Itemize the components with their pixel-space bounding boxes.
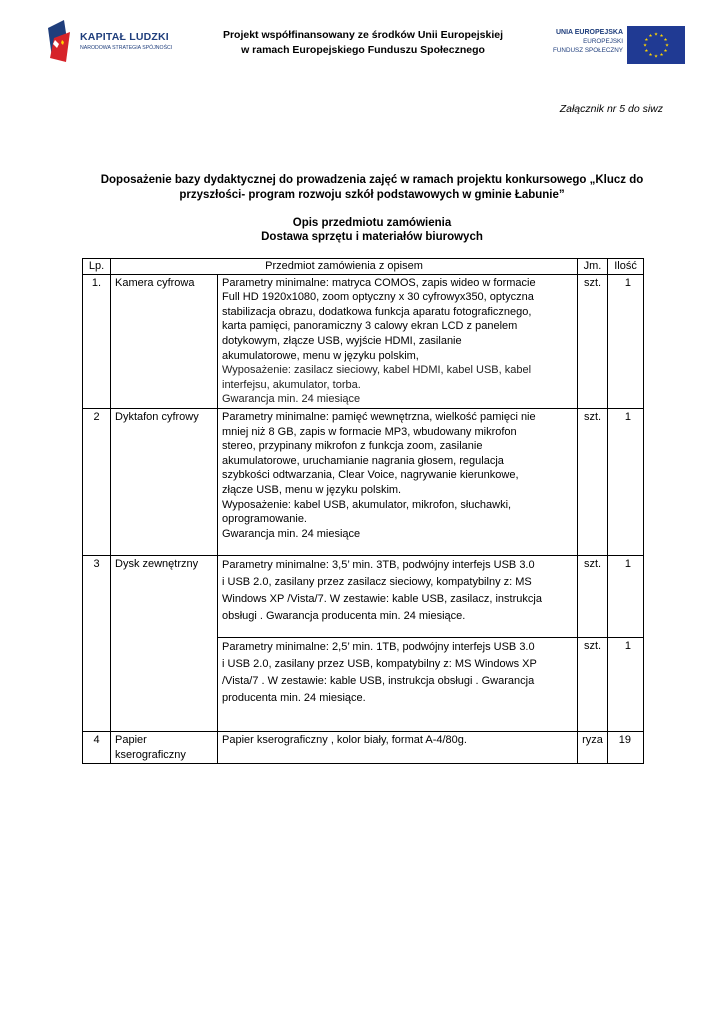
desc-line: złącze USB, menu w języku polskim. [222, 483, 402, 496]
table-row [83, 556, 644, 638]
row-lp: 3 [83, 556, 111, 732]
row-unit: szt. [578, 556, 608, 638]
desc-line: i USB 2.0, zasilany przez USB, kompatybilny z: MS Windows XP [222, 658, 537, 671]
desc-line: Papier kserograficzny , kolor biały, format A-4/80g. [222, 734, 467, 747]
row-unit: ryza [578, 732, 608, 764]
eu-logo-line-2: EUROPEJSKI [583, 38, 623, 45]
eu-star-icon: ★ [644, 37, 649, 43]
header-unit: Jm. [578, 259, 608, 275]
row-item-name: Dyktafon cyfrowy [111, 408, 218, 555]
kapital-ludzki-subtitle: NARODOWA STRATEGIA SPÓJNOŚCI [80, 45, 173, 51]
desc-line: stereo, przypinany mikrofon z funkcja zoom, zasilanie [222, 440, 483, 453]
desc-line: producenta min. 24 miesiące. [222, 692, 366, 705]
desc-line: Parametry minimalne: 2,5’ min. 1TB, podwójny interfejs USB 3.0 [222, 641, 535, 654]
row-qty: 1 [608, 556, 644, 638]
subtitle-line-2: Dostawa sprzętu i materiałów biurowych [261, 231, 483, 243]
desc-line: interfejsu, akumulator, torba. [222, 378, 361, 391]
desc-line: /Vista/7 . W zestawie: kable USB, instrukcja obsługi . Gwarancja [222, 675, 535, 688]
row-lp: 4 [83, 732, 111, 764]
desc-line: akumulatorowe, uruchamianie nagrania głosem, regulacja [222, 454, 504, 467]
row-description [218, 408, 578, 555]
item-name-line: Papier [115, 734, 147, 747]
eu-star-icon: ★ [659, 52, 664, 58]
desc-line: Windows XP /Vista/7. W zestawie: kable USB, zasilacz, instrukcja [222, 593, 542, 606]
desc-line: obsługi . Gwarancja producenta min. 24 miesiące. [222, 610, 466, 623]
intro-heading [82, 173, 662, 203]
desc-line: Parametry minimalne: 3,5’ min. 3TB, podwójny interfejs USB 3.0 [222, 559, 535, 572]
intro-line-2: przyszłości- program rozwoju szkół podstawowych w gminie Łabunie” [179, 189, 565, 201]
desc-line: Full HD 1920x1080, zoom optyczny x 30 cyfrowyx350, optyczna [222, 291, 534, 304]
intro-line-1: Doposażenie bazy dydaktycznej do prowadzenia zajęć w ramach projektu konkursowego „Klucz do [100, 174, 644, 186]
desc-line: i USB 2.0, zasilany przez zasilacz sieciowy, kompatybilny z: MS [222, 576, 532, 589]
eu-flag-icon [627, 26, 685, 64]
eu-star-icon: ★ [653, 53, 659, 59]
row-qty: 1 [608, 274, 644, 408]
row-description [218, 556, 578, 638]
row-qty: 1 [608, 408, 644, 555]
eu-logo-line-3: FUNDUSZ SPOŁECZNY [553, 47, 623, 54]
kapital-ludzki-logo [44, 18, 184, 64]
row-description [218, 274, 578, 408]
row-lp: 2 [83, 408, 111, 555]
order-table [82, 258, 644, 764]
header-line-2: w ramach Europejskiego Funduszu Społecznego [241, 44, 485, 56]
eu-star-icon: ★ [653, 31, 659, 37]
row-lp: 1. [83, 274, 111, 408]
table-header-row [83, 259, 644, 275]
eu-logo [540, 26, 685, 66]
eu-star-icon: ★ [642, 42, 648, 48]
eu-logo-line-1: UNIA EUROPEJSKA [555, 29, 623, 36]
desc-line: Parametry minimalne: matryca COMOS, zapis wideo w formacie [222, 276, 536, 289]
kapital-ludzki-mark-icon [44, 18, 72, 64]
kapital-ludzki-title: KAPITAŁ LUDZKI [80, 31, 169, 43]
desc-line: Gwarancja min. 24 miesiące [222, 527, 361, 540]
row-item-name: Dysk zewnętrzny [111, 556, 218, 732]
desc-line: stabilizacja obrazu, dodatkowa funkcja aparatu fotograficznego, [222, 305, 532, 318]
desc-line: mniej niż 8 GB, zapis w formacie MP3, wbudowany mikrofon [222, 425, 517, 438]
row-unit: szt. [578, 274, 608, 408]
desc-line: akumulatorowe, menu w języku polskim, [222, 349, 419, 362]
eu-star-icon: ★ [663, 48, 668, 54]
item-name-line: kserograficzny [115, 748, 186, 761]
eu-logo-text [553, 28, 623, 55]
header-line-1: Projekt współfinansowany ze środków Unii Europejskiej [222, 29, 504, 41]
desc-line: dotykowym, złącze USB, wyjście HDMI, zasilanie [222, 334, 462, 347]
eu-star-icon: ★ [644, 48, 649, 54]
desc-line: Parametry minimalne: pamięć wewnętrzna, wielkość pamięci nie [222, 410, 536, 423]
row-qty: 1 [608, 638, 644, 732]
page-header [0, 0, 724, 80]
table-row [83, 408, 644, 555]
annex-label: Załącznik nr 5 do siwz [559, 103, 663, 115]
header-lp: Lp. [83, 259, 111, 275]
desc-line: Wyposażenie: zasilacz sieciowy, kabel HDMI, kabel USB, kabel [222, 364, 532, 377]
eu-star-icon: ★ [663, 37, 668, 43]
desc-line: karta pamięci, panoramiczny 3 calowy ekran LCD z panelem [222, 320, 518, 333]
eu-star-icon: ★ [648, 33, 653, 39]
eu-star-icon: ★ [659, 33, 664, 39]
desc-line: oprogramowanie. [222, 513, 307, 526]
desc-line: szybkości odtwarzania, Clear Voice, nagrywanie kierunkowe, [222, 469, 519, 482]
document-subtitle [82, 216, 662, 244]
eu-star-icon: ★ [648, 52, 653, 58]
header-qty: Ilość [608, 259, 644, 275]
row-description [218, 732, 578, 764]
header-funding-text [190, 28, 536, 58]
row-unit: szt. [578, 408, 608, 555]
eu-star-icon: ★ [664, 42, 670, 48]
row-unit: szt. [578, 638, 608, 732]
desc-line: Wyposażenie: kabel USB, akumulator, mikrofon, słuchawki, [222, 498, 512, 511]
header-item: Przedmiot zamówienia z opisem [111, 259, 578, 275]
table-row [83, 274, 644, 408]
desc-line: Gwarancja min. 24 miesiące [222, 393, 361, 406]
row-qty: 19 [608, 732, 644, 764]
row-item-name: Kamera cyfrowa [111, 274, 218, 408]
row-description [218, 638, 578, 732]
row-item-name [111, 732, 218, 764]
table-row [83, 732, 644, 764]
subtitle-line-1: Opis przedmiotu zamówienia [292, 217, 452, 229]
